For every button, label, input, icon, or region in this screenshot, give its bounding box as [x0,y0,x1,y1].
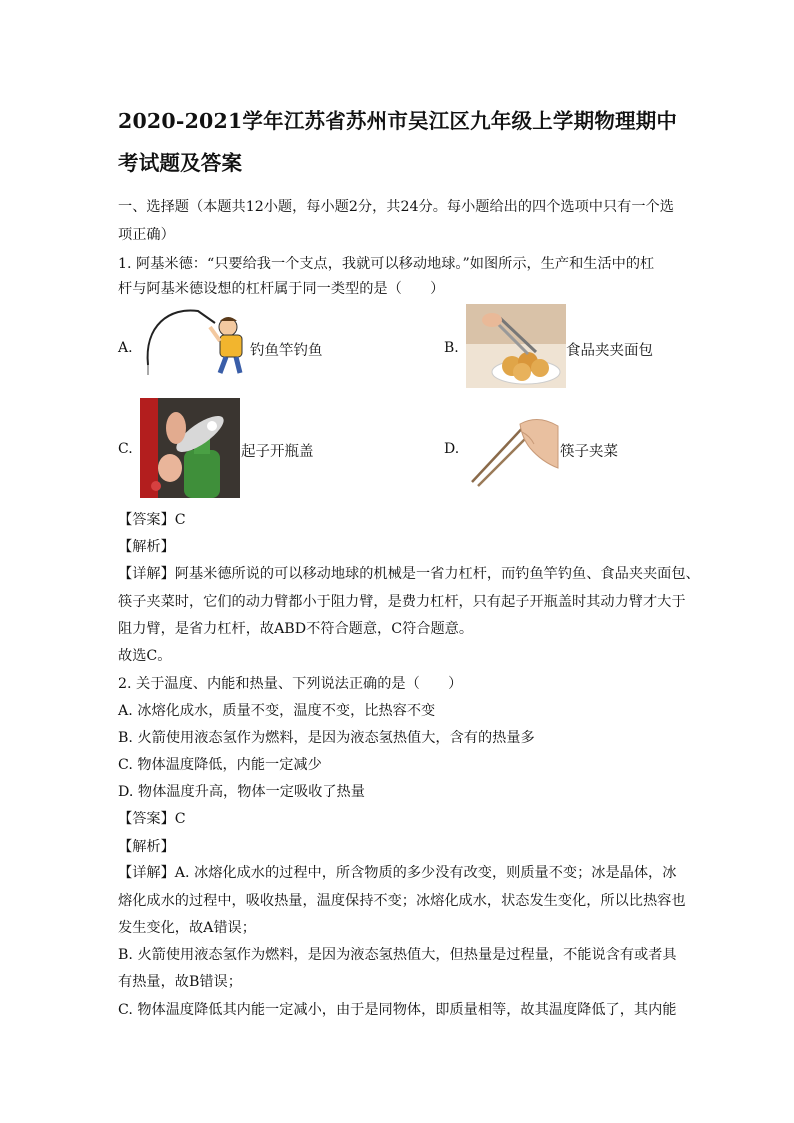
q2-option-d: D. 物体温度升高，物体一定吸收了热量 [118,784,365,800]
document-title-line2: 考试题及答案 [118,151,243,175]
bottle-opener-icon [140,398,240,498]
q1-conclusion: 故选C。 [118,648,172,664]
q1-option-b-caption: 食品夹夹面包 [566,343,653,359]
q1-option-a-label: A. [118,340,133,356]
q1-stem-line1: 1. 阿基米德：“只要给我一个支点，我就可以移动地球。”如图所示，生产和生活中的杠 [118,256,655,272]
q2-detail-line2: 熔化成水的过程中，吸收热量，温度保持不变；冰熔化成水，状态发生变化，所以比热容也 [118,893,686,909]
q2-option-c: C. 物体温度降低，内能一定减少 [118,757,322,773]
q1-option-c-label: C. [118,441,133,457]
q2-answer: 【答案】C [118,811,186,827]
fishing-rod-icon [140,305,250,377]
q1-option-d-caption: 筷子夹菜 [560,444,618,460]
food-tongs-icon [466,304,566,388]
section-heading-line1: 一、选择题（本题共12小题，每小题2分，共24分。每小题给出的四个选项中只有一个选 [118,199,674,215]
q1-answer: 【答案】C [118,512,186,528]
chopsticks-icon [468,406,560,488]
q1-option-b-label: B. [444,340,459,356]
q2-stem: 2. 关于温度、内能和热量、下列说法正确的是（ ） [118,676,463,692]
q2-detail-line4: B. 火箭使用液态氢作为燃料，是因为液态氢热值大，但热量是过程量，不能说含有或者具 [118,947,677,963]
q1-detail-line2: 筷子夹菜时，它们的动力臂都小于阻力臂，是费力杠杆，只有起子开瓶盖时其动力臂才大于 [118,594,686,610]
q2-option-b: B. 火箭使用液态氢作为燃料，是因为液态氢热值大，含有的热量多 [118,730,535,746]
q1-analysis-heading: 【解析】 [118,539,175,555]
q2-option-a: A. 冰熔化成水，质量不变，温度不变，比热容不变 [118,703,436,719]
q2-detail-line3: 发生变化，故A错误； [118,920,256,936]
q1-stem-line2: 杆与阿基米德设想的杠杆属于同一类型的是（ ） [118,281,445,297]
q2-analysis-heading: 【解析】 [118,839,175,855]
q2-detail-line6: C. 物体温度降低其内能一定减小，由于是同物体，即质量相等，故其温度降低了，其内能 [118,1002,677,1018]
q1-option-a-caption: 钓鱼竿钓鱼 [250,343,323,359]
document-title-line1: 2020-2021学年江苏省苏州市吴江区九年级上学期物理期中 [118,109,678,133]
section-heading-line2: 项正确） [118,227,175,243]
q1-option-d-label: D. [444,441,460,457]
q2-detail-line5: 有热量，故B错误； [118,974,242,990]
q1-option-c-caption: 起子开瓶盖 [241,444,314,460]
q1-detail-line3: 阻力臂，是省力杠杆，故ABD不符合题意，C符合题意。 [118,621,474,637]
q2-detail-line1: 【详解】A. 冰熔化成水的过程中，所含物质的多少没有改变，则质量不变；冰是晶体，冰 [118,865,677,881]
q1-detail-line1: 【详解】阿基米德所说的可以移动地球的机械是一省力杠杆，而钓鱼竿钓鱼、食品夹夹面包、 [118,566,700,582]
